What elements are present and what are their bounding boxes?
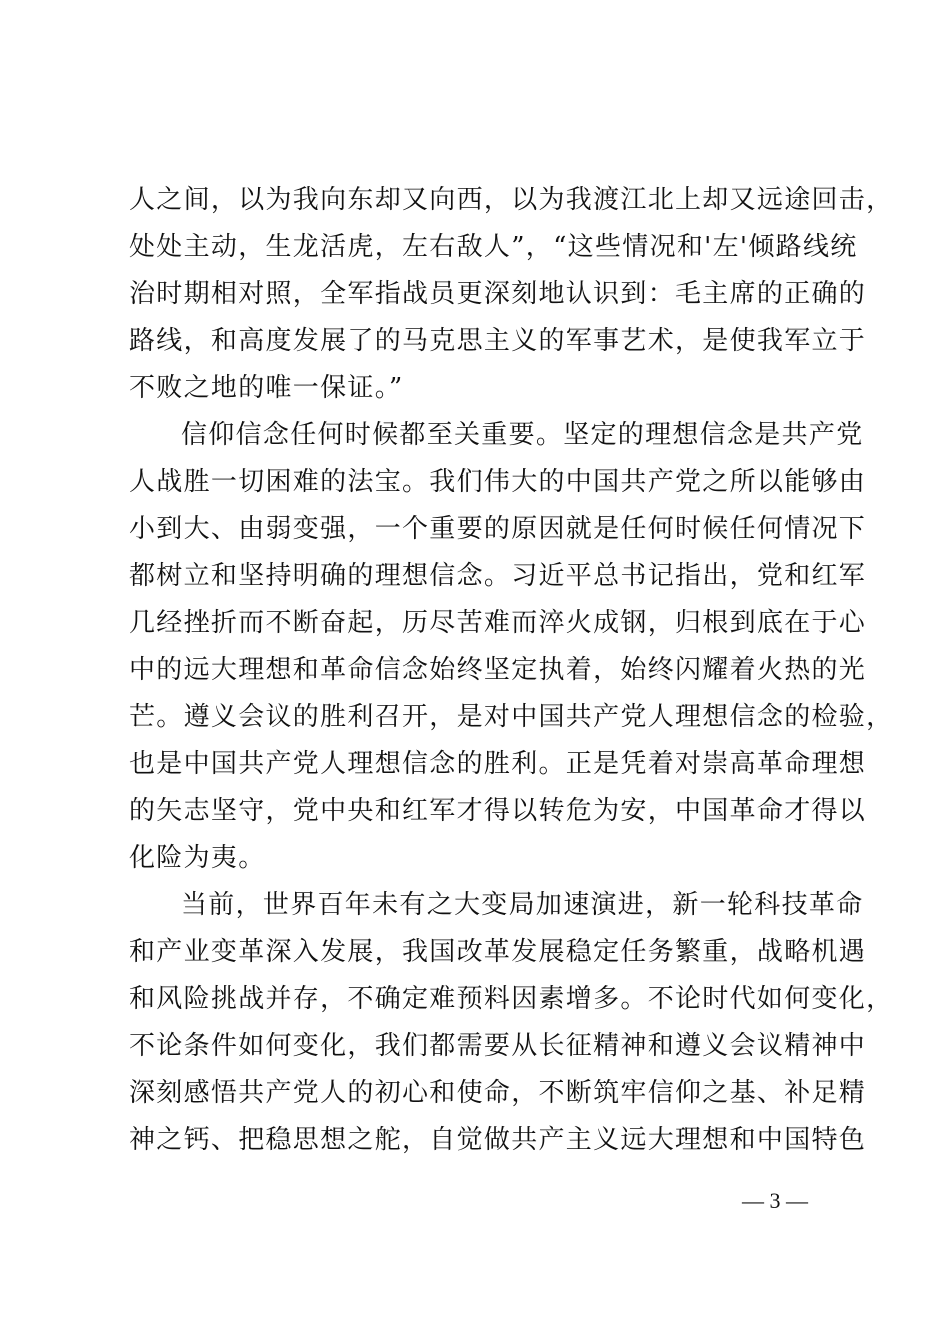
paragraph	[129, 412, 894, 882]
text-line: 中的远大理想和革命信念始终坚定执着，始终闪耀着火热的光	[129, 655, 867, 685]
text-line: 治时期相对照，全军指战员更深刻地认识到：毛主席的正确的	[129, 279, 867, 309]
text-line: 人战胜一切困难的法宝。我们伟大的中国共产党之所以能够由	[129, 467, 867, 497]
text-line: 和产业变革深入发展，我国改革发展稳定任务繁重，战略机遇	[129, 937, 867, 967]
paragraph	[129, 882, 894, 1164]
paragraph	[129, 177, 894, 412]
text-line: 几经挫折而不断奋起，历尽苦难而淬火成钢，归根到底在于心	[129, 608, 867, 638]
text-line: 化险为夷。	[129, 843, 266, 873]
text-line: 路线，和高度发展了的马克思主义的军事艺术，是使我军立于	[129, 326, 867, 356]
text-line: 不论条件如何变化，我们都需要从长征精神和遵义会议精神中	[129, 1031, 867, 1061]
text-line: 芒。遵义会议的胜利召开，是对中国共产党人理想信念的检验，	[129, 702, 894, 732]
text-line: 当前，世界百年未有之大变局加速演进，新一轮科技革命	[181, 890, 864, 920]
text-line: 都树立和坚持明确的理想信念。习近平总书记指出，党和红军	[129, 561, 867, 591]
text-line: 深刻感悟共产党人的初心和使命，不断筑牢信仰之基、补足精	[129, 1078, 867, 1108]
page-number: — 3 —	[742, 1188, 808, 1213]
text-line: 人之间，以为我向东却又向西，以为我渡江北上却又远途回击，	[129, 185, 894, 215]
text-line: 神之钙、把稳思想之舵，自觉做共产主义远大理想和中国特色	[129, 1125, 867, 1155]
text-line: 也是中国共产党人理想信念的胜利。正是凭着对崇高革命理想	[129, 749, 867, 779]
text-line: 处处主动，生龙活虎，左右敌人”，“这些情况和'左'倾路线统	[129, 232, 858, 262]
document-body	[129, 177, 894, 1164]
text-line: 和风险挑战并存，不确定难预料因素增多。不论时代如何变化，	[129, 984, 894, 1014]
text-line: 小到大、由弱变强，一个重要的原因就是任何时候任何情况下	[129, 514, 867, 544]
text-line: 不败之地的唯一保证。”	[129, 373, 404, 403]
text-line: 信仰信念任何时候都至关重要。坚定的理想信念是共产党	[181, 420, 864, 450]
text-line: 的矢志坚守，党中央和红军才得以转危为安，中国革命才得以	[129, 796, 867, 826]
